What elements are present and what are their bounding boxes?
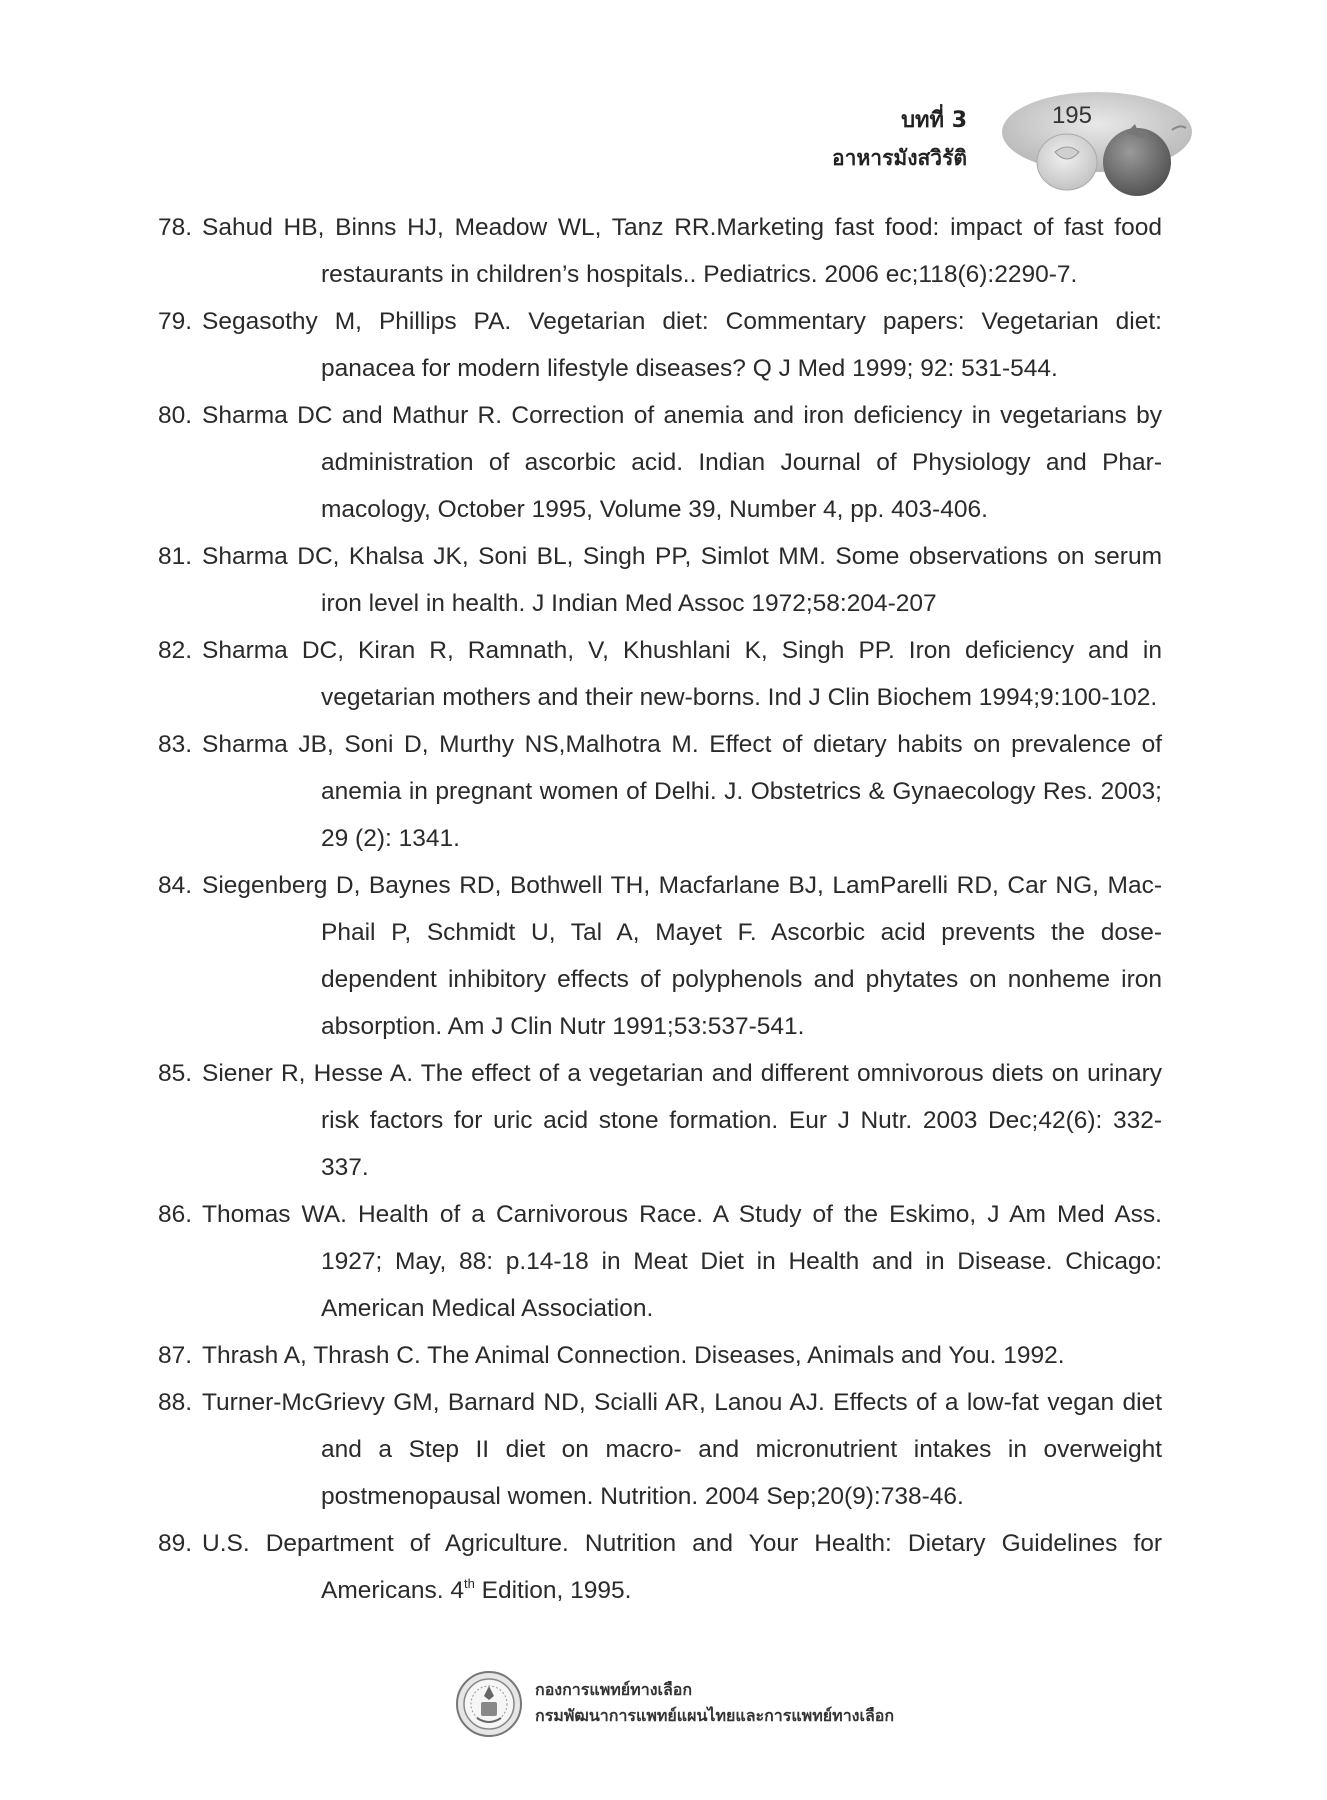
reference-item (158, 721, 1162, 862)
chapter-title: อาหารมังสวิรัติ (832, 146, 967, 170)
reference-number: 88. (158, 1389, 193, 1416)
page-number: 195 (1051, 102, 1092, 129)
reference-item (158, 298, 1162, 392)
reference-item (158, 392, 1162, 533)
reference-text-end: Edition, 1995. (474, 1577, 632, 1604)
reference-number: 84. (158, 872, 193, 899)
reference-text: Turner-McGrievy GM, Barnard ND, Scialli AR, Lanou AJ. Effects of a low-fat vegan diet and a Step II diet on macro- and micronutrient intakes in overweight postmenopausal women. Nutrition. 2004 Sep;20(9):738-46. (202, 1389, 1162, 1510)
reference-number: 81. (158, 543, 193, 570)
page-footer (455, 1670, 955, 1742)
reference-number: 78. (158, 214, 193, 241)
superscript-ordinal: th (463, 1576, 475, 1591)
reference-text: Sharma DC, Khalsa JK, Soni BL, Singh PP, Simlot MM. Some observations on serum iron level in health. J Indian Med Assoc 1972;58:204-207 (202, 543, 1162, 617)
reference-item (158, 1379, 1162, 1520)
reference-text: Segasothy M, Phillips PA. Vegetarian diet: Commentary papers: Vegetarian diet: panacea for modern lifestyle diseases? Q J Med 1999; 92: 531-544. (202, 308, 1162, 382)
reference-item (158, 627, 1162, 721)
reference-text: Sharma DC, Kiran R, Ramnath, V, Khushlani K, Singh PP. Iron deficiency and in vegetarian mothers and their new-borns. Ind J Clin Biochem 1994;9:100-102. (202, 637, 1162, 711)
reference-item (158, 533, 1162, 627)
reference-item (158, 1191, 1162, 1332)
reference-number: 80. (158, 402, 193, 429)
reference-text: Siener R, Hesse A. The effect of a vegetarian and different omnivorous diets on urinary risk factors for uric acid stone formation. Eur J Nutr. 2003 Dec;42(6): 332-337. (202, 1060, 1162, 1181)
reference-item (158, 1520, 1162, 1614)
reference-number: 79. (158, 308, 193, 335)
department-seal-logo (455, 1670, 523, 1738)
footer-department: กรมพัฒนาการแพทย์แผนไทยและการแพทย์ทางเลือก (535, 1706, 895, 1725)
reference-item (158, 204, 1162, 298)
reference-number: 82. (158, 637, 193, 664)
page-header (807, 90, 1207, 200)
reference-number: 87. (158, 1342, 193, 1369)
reference-text: Thomas WA. Health of a Carnivorous Race. A Study of the Eskimo, J Am Med Ass. 1927; May, 88: p.14-18 in Meat Diet in Health and in Disease. Chicago: American Medical Association. (202, 1201, 1162, 1322)
reference-number: 86. (158, 1201, 193, 1228)
reference-text: Thrash A, Thrash C. The Animal Connection. Diseases, Animals and You. 1992. (202, 1342, 1065, 1369)
reference-text: Sahud HB, Binns HJ, Meadow WL, Tanz RR.Marketing fast food: impact of fast food restaurants in children’s hospitals.. Pediatrics. 2006 ec;118(6):2290-7. (202, 214, 1162, 288)
reference-item (158, 1050, 1162, 1191)
reference-text: Siegenberg D, Baynes RD, Bothwell TH, Macfarlane BJ, LamParelli RD, Car NG, Mac-Phail P, Schmidt U, Tal A, Mayet F. Ascorbic acid prevents the dose-dependent inhibitory effects of polyphenols and phytates on nonheme iron absorption. Am J Clin Nutr 1991;53:537-541. (202, 872, 1162, 1040)
reference-number: 89. (158, 1530, 193, 1557)
reference-item (158, 1332, 1162, 1379)
footer-organization: กองการแพทย์ทางเลือก (535, 1680, 693, 1699)
reference-text: Sharma DC and Mathur R. Correction of anemia and iron deficiency in vegetarians by administration of ascorbic acid. Indian Journal of Physiology and Phar-macology, October 1995, Volume 39, Number 4, pp. 403-406. (202, 402, 1162, 523)
chapter-label: บทที่ 3 (901, 108, 967, 133)
reference-list (158, 204, 1162, 1614)
reference-number: 83. (158, 731, 193, 758)
reference-text: U.S. Department of Agriculture. Nutrition and Your Health: Dietary Guidelines for Americans. 4 (202, 1530, 1162, 1604)
reference-item (158, 862, 1162, 1050)
reference-number: 85. (158, 1060, 193, 1087)
reference-text: Sharma JB, Soni D, Murthy NS,Malhotra M. Effect of dietary habits on prevalence of anemia in pregnant women of Delhi. J. Obstetrics & Gynaecology Res. 2003; 29 (2): 1341. (202, 731, 1162, 852)
